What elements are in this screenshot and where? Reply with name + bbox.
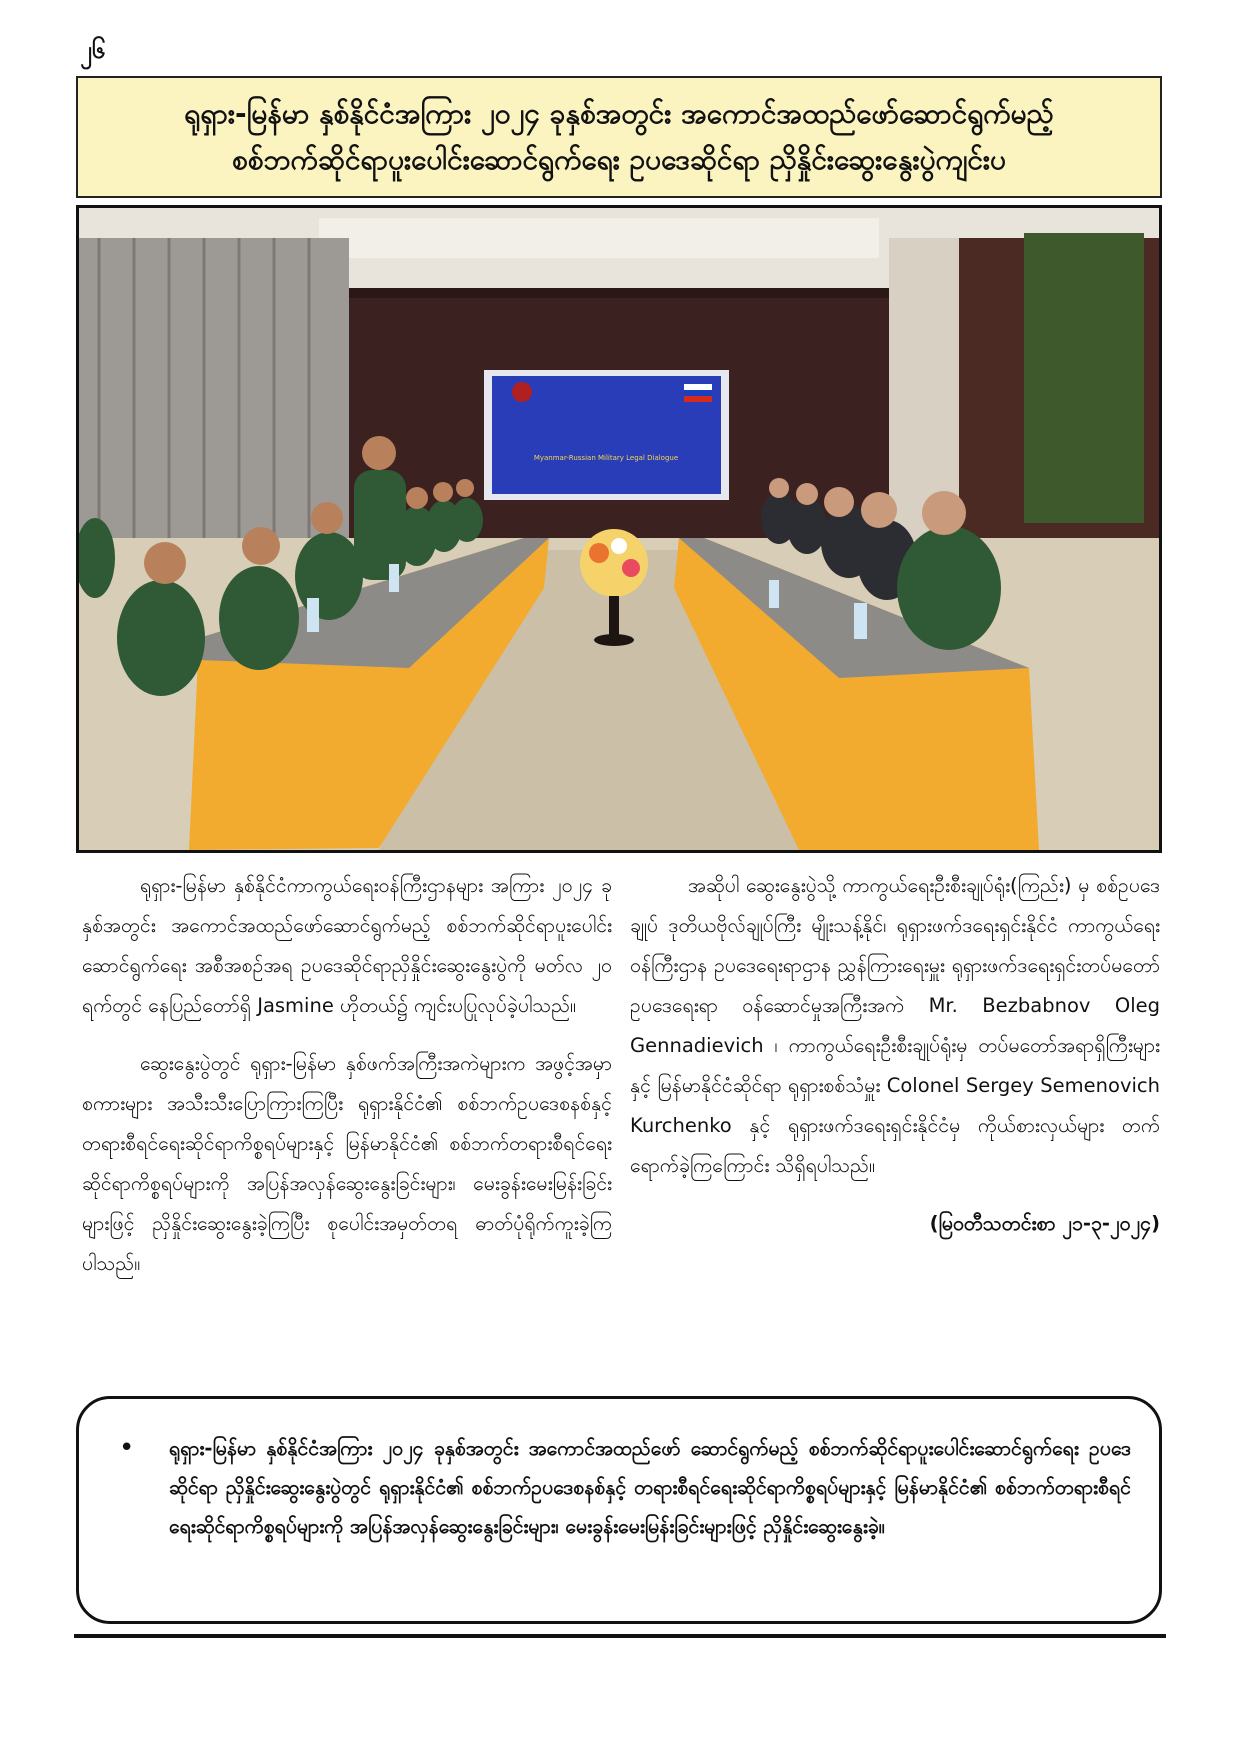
screen-caption: Myanmar-Russian Military Legal Dialogue [533, 454, 679, 462]
article-source: (မြဝတီသတင်းစာ ၂၁-၃-၂၀၂၄) [929, 1212, 1160, 1235]
page-number: ၂၆ [80, 36, 106, 64]
summary-text: ရုရှား-မြန်မာ နှစ်နိုင်ငံအကြား ၂၀၂၄ ခုနှစ်အတွင်း အကောင်အထည်ဖော် ဆောင်ရွက်မည့် စစ်ဘက်ဆိုင်ရာပူးပေါင်းဆောင်ရွက်ရေး ဥပဒေဆိုင်ရာ ညှိနှိုင်းဆွေးနွေးပွဲတွင် ရုရှားနိုင်ငံ၏ စစ်ဘက်ဥပဒေစနစ်နှင့် တရားစီရင်ရေးဆိုင်ရာကိစ္စရပ်များနှင့် မြန်မာနိုင်ငံ၏ စစ်ဘက်တရားစီရင်ရေးဆိုင်ရာကိစ္စရပ်များကို အပြန်အလှန်ဆွေးနွေးခြင်းများ၊ မေးခွန်းမေးမြန်းခြင်းများဖြင့် ညှိနှိုင်းဆွေးနွေးခဲ့။ [169, 1437, 1131, 1538]
bottom-divider [74, 1634, 1166, 1638]
headline-line-2: စစ်ဘက်ဆိုင်ရာပူးပေါင်းဆောင်ရွက်ရေး ဥပဒေဆိုင်ရာ ညှိနှိုင်းဆွေးနွေးပွဲကျင်းပ [232, 143, 1006, 176]
summary-box [76, 1396, 1162, 1624]
meeting-photo [76, 205, 1162, 853]
article-right-column [630, 866, 1160, 1262]
article-paragraph: ဆွေးနွေးပွဲတွင် ရုရှား-မြန်မာ နှစ်ဖက်အကြီးအကဲများက အဖွင့်အမှာစကားများ အသီးသီးပြောကြားကြပြီး ရုရှားနိုင်ငံ၏ စစ်ဘက်ဥပဒေစနစ်နှင့် တရားစီရင်ရေးဆိုင်ရာကိစ္စရပ်များနှင့် မြန်မာနိုင်ငံ၏ စစ်ဘက်တရားစီရင်ရေးဆိုင်ရာကိစ္စရပ်များကို အပြန်အလှန်ဆွေးနွေးခြင်းများ၊ မေးခွန်းမေးမြန်းခြင်းများဖြင့် ညှိနှိုင်းဆွေးနွေးခဲ့ကြပြီး စုပေါင်းအမှတ်တရ ဓာတ်ပုံရိုက်ကူးခဲ့ကြပါသည်။ [82, 1052, 612, 1275]
article-left-column [82, 866, 612, 1302]
headline-box [76, 76, 1162, 198]
article-paragraph: ရုရှား-မြန်မာ နှစ်နိုင်ငံကာကွယ်ရေးဝန်ကြီးဌာနများ အကြား ၂၀၂၄ ခုနှစ်အတွင်း အကောင်အထည်ဖော်ဆောင်ရွက်မည့် စစ်ဘက်ဆိုင်ရာပူးပေါင်းဆောင်ရွက်ရေး အစီအစဉ်အရ ဥပဒေဆိုင်ရာညှိနှိုင်းဆွေးနွေးပွဲကို မတ်လ ၂၀ ရက်တွင် နေပြည်တော်ရှိ Jasmine ဟိုတယ်၌ ကျင်းပပြုလုပ်ခဲ့ပါသည်။ [82, 874, 612, 1017]
headline-line-1: ရုရှား-မြန်မာ နှစ်နိုင်ငံအကြား ၂၀၂၄ ခုနှစ်အတွင်း အကောင်အထည်ဖော်ဆောင်ရွက်မည့် [184, 97, 1054, 130]
bullet-icon: • [119, 1433, 135, 1463]
article-paragraph: အဆိုပါ ဆွေးနွေးပွဲသို့ ကာကွယ်ရေးဦးစီးချုပ်ရုံး(ကြည်း) မှ စစ်ဥပဒေချုပ် ဒုတိယဗိုလ်ချုပ်ကြီး မျိုးသန့်နိုင်၊ ရုရှားဖက်ဒရေးရှင်းနိုင်ငံ ကာကွယ်ရေးဝန်ကြီးဌာန ဥပဒေရေးရာဌာန ညွှန်ကြားရေးမှူး ရုရှားဖက်ဒရေးရှင်းတပ်မတော် ဥပဒေရေးရာ ဝန်ဆောင်မှုအကြီးအကဲ Mr. Bezbabnov Oleg Gennadievich ၊ ကာကွယ်ရေးဦးစီးချုပ်ရုံးမှ တပ်မတော်အရာရှိကြီးများနှင့် မြန်မာနိုင်ငံဆိုင်ရာ ရုရှားစစ်သံမှူး Colonel Sergey Semenovich Kurchenko နှင့် ရုရှားဖက်ဒရေးရှင်းနိုင်ငံမှ ကိုယ်စားလှယ်များ တက်ရောက်ခဲ့ကြကြောင်း သိရှိရပါသည်။ [630, 874, 1160, 1177]
summary-item [119, 1429, 1131, 1546]
